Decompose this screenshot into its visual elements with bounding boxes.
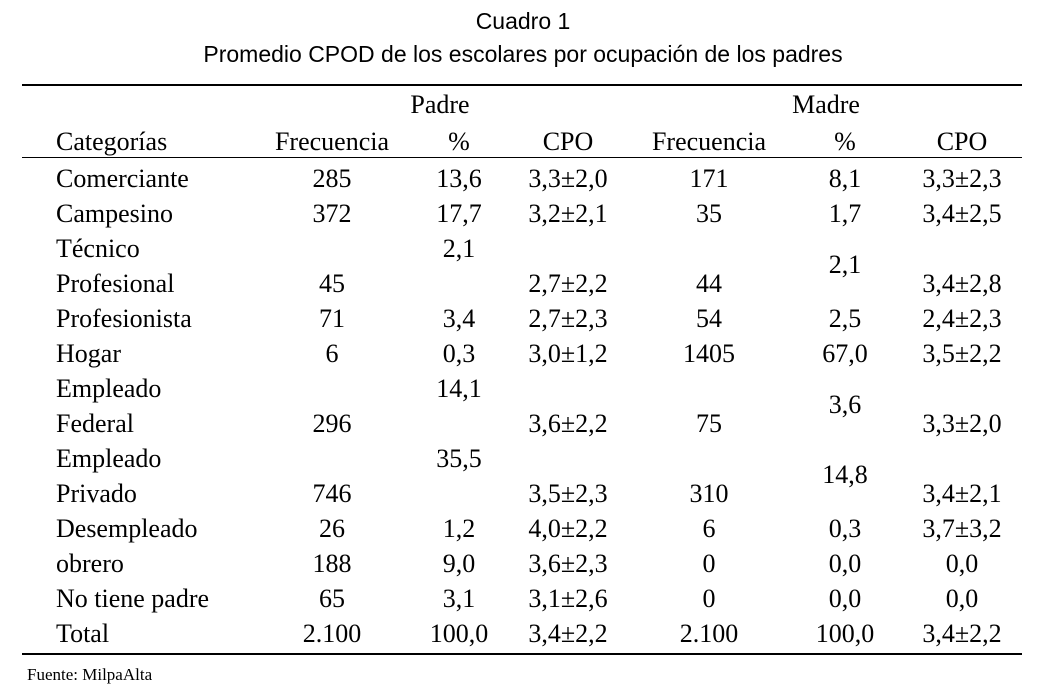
cell-cpo-madre: 3,4±2,5	[922, 199, 1002, 228]
cell-categoria: Total	[56, 619, 110, 648]
cell-pct-padre: 100,0	[429, 619, 489, 648]
cell-categoria: Privado	[56, 479, 137, 508]
cell-frecuencia-madre: 0	[702, 584, 716, 613]
cell-cpo-madre: 3,4±2,1	[922, 479, 1002, 508]
cell-frecuencia-padre: 2.100	[302, 619, 362, 648]
cell-frecuencia-padre: 71	[319, 304, 345, 333]
cell-cpo-padre: 3,1±2,6	[528, 584, 608, 613]
cell-cpo-madre: 0,0	[945, 584, 979, 613]
table-number: Cuadro 1	[475, 8, 571, 34]
group-header-madre: Madre	[792, 90, 860, 119]
cell-categoria: No tiene padre	[56, 584, 210, 613]
cell-pct-madre: 2,5	[828, 304, 862, 333]
cell-cpo-madre: 2,4±2,3	[922, 304, 1002, 333]
cell-categoria: Comerciante	[56, 164, 189, 193]
cell-pct-madre: 0,0	[828, 584, 862, 613]
col-header-pct-madre: %	[834, 127, 856, 156]
col-header-cpo-madre: CPO	[936, 127, 988, 156]
cell-pct-madre: 100,0	[815, 619, 875, 648]
source-note: Fuente: MilpaAlta	[27, 665, 153, 684]
cell-cpo-madre: 3,4±2,2	[922, 619, 1002, 648]
cell-frecuencia-madre: 44	[696, 269, 722, 298]
col-header-pct-padre: %	[448, 127, 470, 156]
cell-cpo-madre: 3,3±2,3	[922, 164, 1002, 193]
group-header-padre: Padre	[410, 90, 470, 119]
cell-cpo-padre: 3,2±2,1	[528, 199, 608, 228]
cell-pct-padre: 35,5	[436, 444, 482, 473]
cell-frecuencia-padre: 285	[312, 164, 352, 193]
cell-cpo-padre: 3,6±2,3	[528, 549, 608, 578]
cell-frecuencia-madre: 1405	[683, 339, 735, 368]
cell-frecuencia-madre: 2.100	[679, 619, 739, 648]
cell-categoria: Campesino	[56, 199, 173, 228]
col-header-frecuencia-madre: Frecuencia	[651, 127, 767, 156]
cell-cpo-padre: 3,3±2,0	[528, 164, 608, 193]
madre-pct-merged-empleado-privado: 14,8	[822, 460, 868, 489]
cell-cpo-padre: 3,5±2,3	[528, 479, 608, 508]
table-title: Promedio CPOD de los escolares por ocupación de los padres	[203, 41, 843, 67]
cell-categoria: Profesional	[56, 269, 175, 298]
bottom-rule	[22, 653, 1022, 655]
cell-frecuencia-madre: 54	[696, 304, 722, 333]
cell-pct-madre: 0,3	[828, 514, 862, 543]
cell-frecuencia-madre: 0	[702, 549, 716, 578]
cell-categoria: Empleado	[56, 444, 162, 473]
cell-pct-padre: 14,1	[436, 374, 482, 403]
cell-cpo-padre: 4,0±2,2	[528, 514, 608, 543]
cell-frecuencia-madre: 6	[702, 514, 716, 543]
cell-categoria: Hogar	[56, 339, 121, 368]
cell-cpo-padre: 2,7±2,3	[528, 304, 608, 333]
cell-frecuencia-padre: 372	[312, 199, 352, 228]
col-header-cpo-padre: CPO	[542, 127, 594, 156]
cell-frecuencia-madre: 35	[696, 199, 722, 228]
cell-pct-padre: 2,1	[442, 234, 476, 263]
cell-pct-padre: 17,7	[436, 199, 482, 228]
cell-pct-madre: 8,1	[828, 164, 862, 193]
cell-pct-padre: 3,1	[442, 584, 476, 613]
header-rule	[22, 157, 1022, 158]
cell-categoria: Federal	[56, 409, 134, 438]
cell-categoria: Empleado	[56, 374, 162, 403]
cell-categoria: Desempleado	[56, 514, 198, 543]
cell-frecuencia-madre: 310	[689, 479, 729, 508]
cell-frecuencia-padre: 65	[319, 584, 345, 613]
cell-pct-padre: 9,0	[442, 549, 476, 578]
cell-frecuencia-padre: 45	[319, 269, 345, 298]
cell-pct-padre: 1,2	[442, 514, 476, 543]
cell-categoria: Técnico	[56, 234, 140, 263]
cell-cpo-padre: 3,0±1,2	[528, 339, 608, 368]
cell-pct-padre: 0,3	[442, 339, 476, 368]
cell-pct-madre: 1,7	[828, 199, 862, 228]
cell-cpo-padre: 2,7±2,2	[528, 269, 608, 298]
cell-cpo-madre: 0,0	[945, 549, 979, 578]
cell-frecuencia-padre: 26	[319, 514, 345, 543]
top-rule	[22, 84, 1022, 86]
cell-cpo-madre: 3,5±2,2	[922, 339, 1002, 368]
cell-frecuencia-padre: 746	[312, 479, 352, 508]
cell-cpo-padre: 3,4±2,2	[528, 619, 608, 648]
cell-pct-padre: 13,6	[436, 164, 482, 193]
cell-frecuencia-padre: 296	[312, 409, 352, 438]
cell-pct-madre: 67,0	[822, 339, 868, 368]
cell-frecuencia-madre: 171	[689, 164, 729, 193]
cell-categoria: Profesionista	[56, 304, 192, 333]
cell-pct-padre: 3,4	[442, 304, 476, 333]
madre-pct-merged-tecnico-profesional: 2,1	[828, 250, 862, 279]
cell-cpo-madre: 3,4±2,8	[922, 269, 1002, 298]
cell-cpo-madre: 3,3±2,0	[922, 409, 1002, 438]
cell-frecuencia-madre: 75	[696, 409, 722, 438]
cell-categoria: obrero	[56, 549, 124, 578]
col-header-frecuencia-padre: Frecuencia	[274, 127, 390, 156]
madre-pct-merged-empleado-federal: 3,6	[828, 390, 862, 419]
cell-cpo-madre: 3,7±3,2	[922, 514, 1002, 543]
cell-frecuencia-padre: 6	[325, 339, 339, 368]
cell-frecuencia-padre: 188	[312, 549, 352, 578]
cell-pct-madre: 0,0	[828, 549, 862, 578]
cell-cpo-padre: 3,6±2,2	[528, 409, 608, 438]
col-header-categorias: Categorías	[56, 127, 168, 156]
